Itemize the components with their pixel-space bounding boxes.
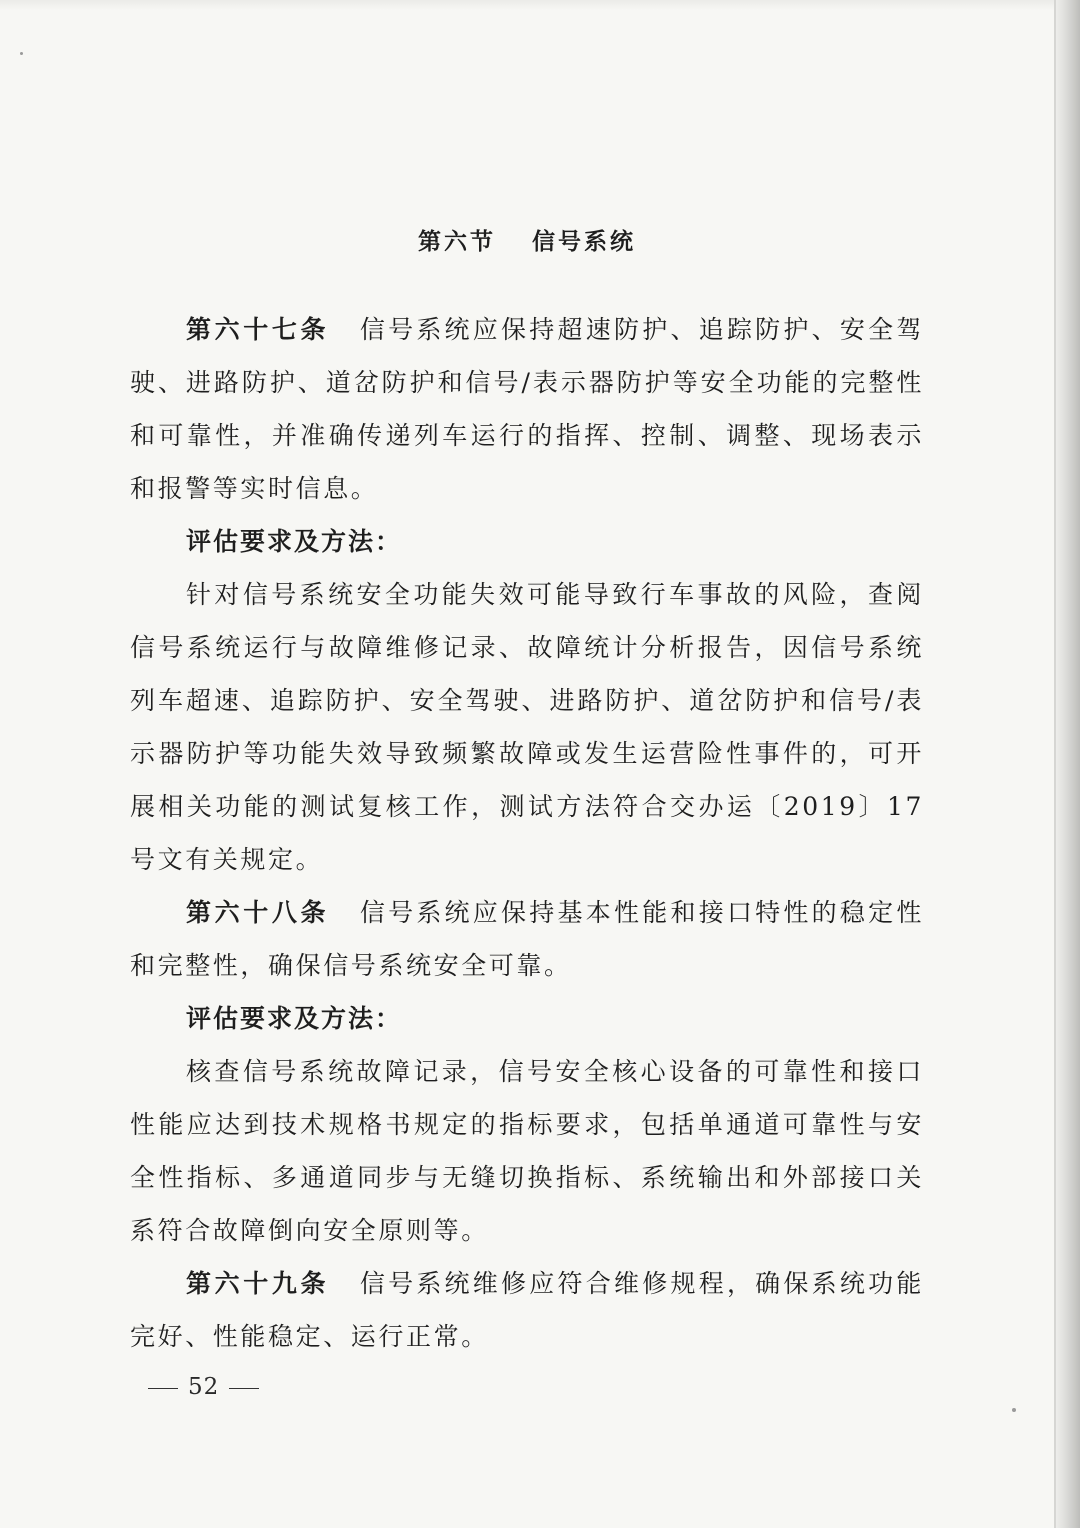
scan-top-shadow — [0, 0, 1080, 10]
article-69 — [130, 1257, 924, 1363]
section-number: 第六节 — [418, 228, 496, 255]
article-text: 信号系统应保持基本性能和接口特性的稳定性和完整性，确保信号系统安全可靠。 — [130, 898, 924, 980]
requirement-heading: 评估要求及方法： — [186, 527, 403, 556]
article-number: 第六十八条 — [186, 898, 330, 927]
page-footer — [138, 1370, 269, 1404]
article-text: 信号系统维修应符合维修规程，确保系统功能完好、性能稳定、运行正常。 — [130, 1269, 924, 1351]
article-text: 信号系统应保持超速防护、追踪防护、安全驾驶、进路防护、道岔防护和信号/表示器防护等安全功能的完整性和可靠性，并准确传递列车运行的指挥、控制、调整、现场表示和报警等实时信息。 — [130, 315, 924, 503]
document-body — [130, 222, 924, 1363]
article-68 — [130, 886, 924, 992]
requirement-heading: 评估要求及方法： — [186, 1004, 403, 1033]
article-67 — [130, 303, 924, 515]
article-number: 第六十九条 — [186, 1269, 330, 1298]
scan-page-edge — [1054, 0, 1080, 1528]
requirement-text: 核查信号系统故障记录，信号安全核心设备的可靠性和接口性能应达到技术规格书规定的指标要求，包括单通道可靠性与安全性指标、多通道同步与无缝切换指标、系统输出和外部接口关系符合故障倒向安全原则等。 — [130, 1057, 924, 1245]
scan-speck — [20, 52, 23, 55]
scan-speck — [1012, 1408, 1016, 1412]
section-title — [130, 222, 924, 262]
page-number-dash-right — [229, 1388, 259, 1389]
requirement-text: 针对信号系统安全功能失效可能导致行车事故的风险，查阅信号系统运行与故障维修记录、故障统计分析报告，因信号系统列车超速、追踪防护、安全驾驶、进路防护、道岔防护和信号/表示器防护等功能失效导致频繁故障或发生运营险性事件的，可开展相关功能的测试复核工作，测试方法符合交办运〔2019〕17号文有关规定。 — [130, 580, 924, 874]
article-number: 第六十七条 — [186, 315, 330, 344]
page-number: 52 — [188, 1374, 220, 1400]
scan-page-edge-line — [1054, 0, 1056, 1528]
section-name: 信号系统 — [532, 228, 636, 255]
page-number-dash-left — [148, 1388, 178, 1389]
